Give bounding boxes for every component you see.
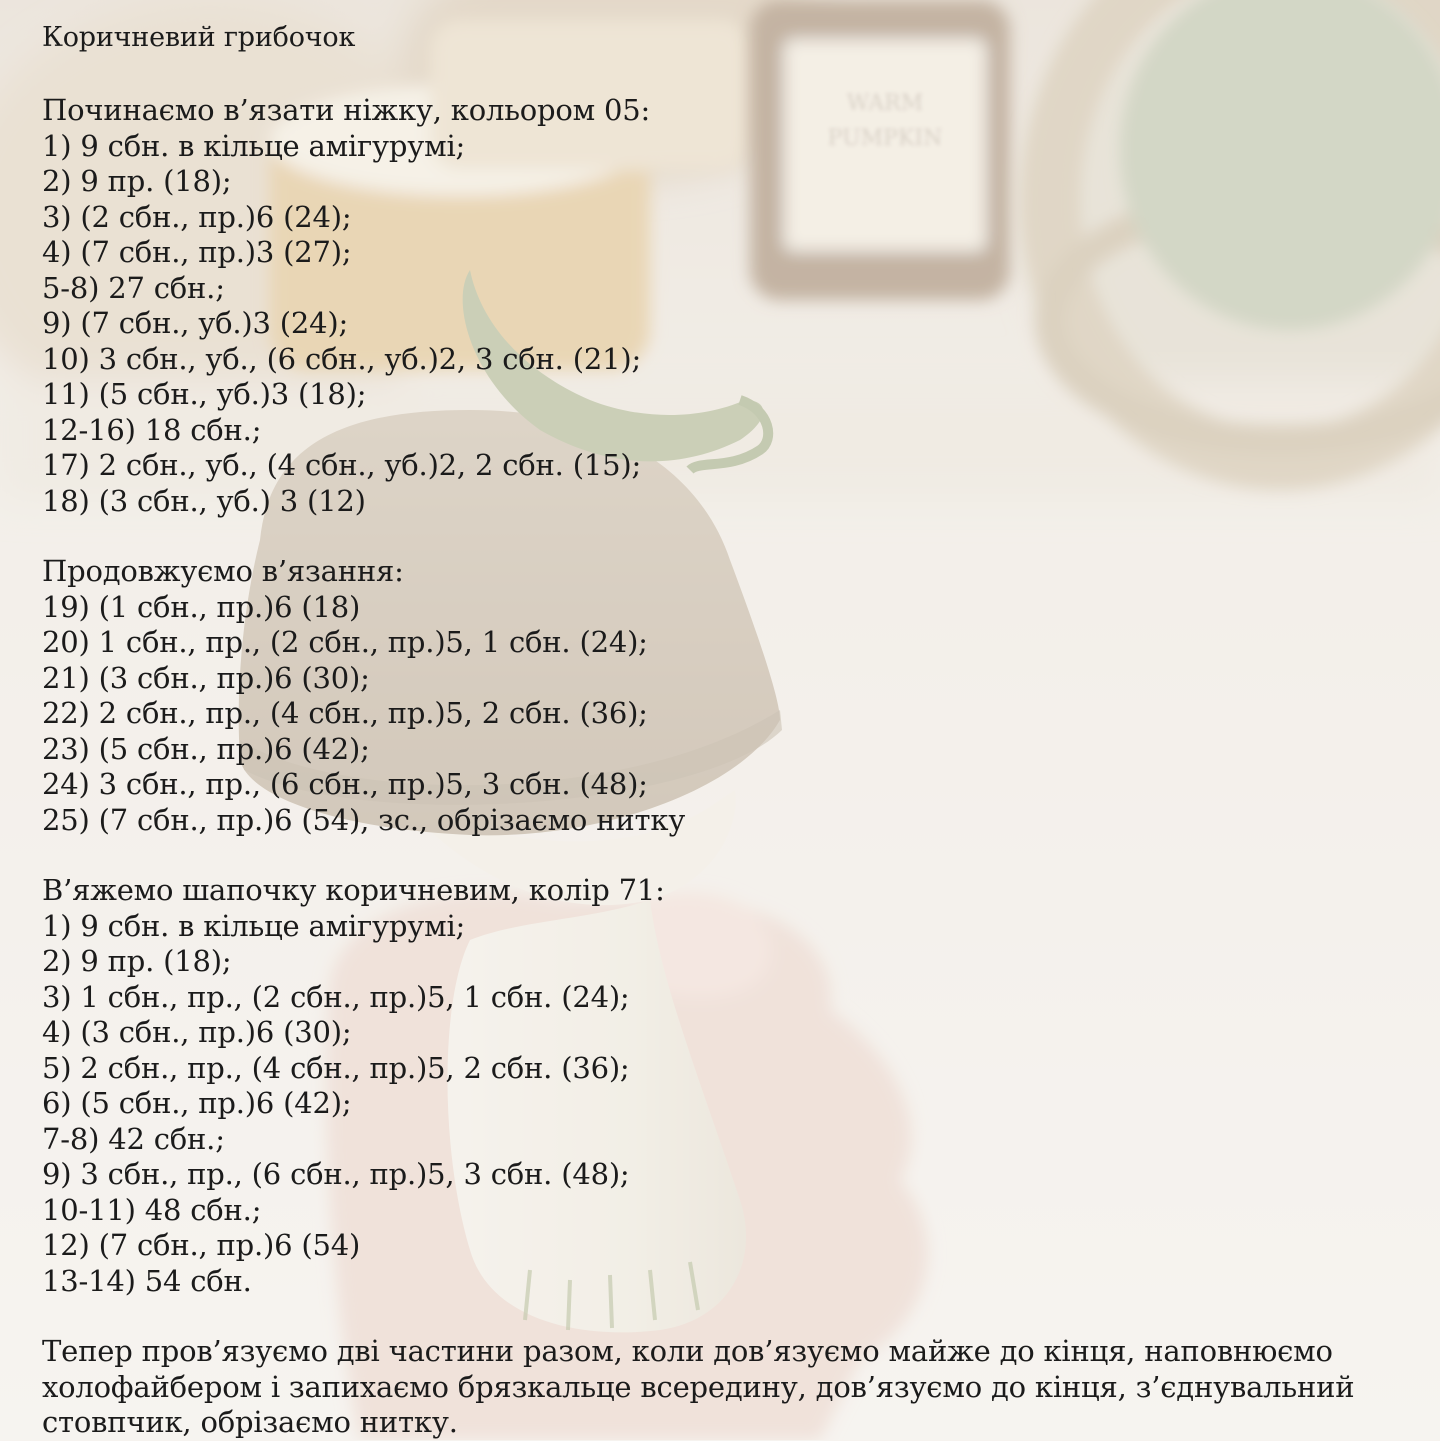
pattern-row: 2) 9 пр. (18); (42, 944, 232, 978)
pattern-row: 2) 9 пр. (18); (42, 164, 232, 198)
pattern-row: 4) (7 сбн., пр.)3 (27); (42, 235, 352, 269)
pattern-row: 3) 1 сбн., пр., (2 сбн., пр.)5, 1 сбн. (24); (42, 979, 630, 1014)
pattern-row: 17) 2 сбн., уб., (4 сбн., уб.)2, 2 сбн. (15); (42, 448, 642, 482)
pattern-row: 5) 2 сбн., пр., (4 сбн., пр.)5, 2 сбн. (36); (42, 1050, 630, 1085)
pattern-row: 20) 1 сбн., пр., (2 сбн., пр.)5, 1 сбн. (24); (42, 625, 648, 659)
pattern-row: 12) (7 сбн., пр.)6 (54) (42, 1228, 361, 1262)
pattern-row: 9) (7 сбн., уб.)3 (24); (42, 306, 349, 340)
pattern-row: 3) (2 сбн., пр.)6 (24); (42, 199, 352, 234)
closing-line: холофайбером і запихаємо брязкальце всередину, дов’язуємо до кінця, з’єднувальний (42, 1369, 1355, 1404)
pattern-row: 1) 9 сбн. в кільце амігурумі; (42, 128, 466, 163)
pattern-row: 22) 2 сбн., пр., (4 сбн., пр.)5, 2 сбн. (36); (42, 696, 648, 730)
pattern-row: 18) (3 сбн., уб.) 3 (12) (42, 483, 366, 518)
pattern-row: 5-8) 27 сбн.; (42, 270, 225, 305)
section-cap (42, 873, 1412, 1299)
section-stem (42, 93, 1412, 519)
pattern-row: 1) 9 сбн. в кільце амігурумі; (42, 908, 466, 943)
section-heading: Продовжуємо в’язання: (42, 554, 404, 588)
document-title: Коричневий грибочок (42, 22, 356, 53)
pattern-row: 12-16) 18 сбн.; (42, 412, 262, 447)
pattern-row: 9) 3 сбн., пр., (6 сбн., пр.)5, 3 сбн. (48); (42, 1157, 630, 1191)
section-continue (42, 554, 1412, 838)
pattern-row: 21) (3 сбн., пр.)6 (30); (42, 660, 370, 695)
pattern-row: 25) (7 сбн., пр.)6 (54), зс., обрізаємо нитку (42, 802, 686, 837)
section-heading: Починаємо в’язати ніжку, кольором 05: (42, 93, 651, 127)
pattern-row: 23) (5 сбн., пр.)6 (42); (42, 731, 370, 766)
pattern-row: 6) (5 сбн., пр.)6 (42); (42, 1086, 352, 1120)
pattern-row: 13-14) 54 сбн. (42, 1263, 252, 1298)
pattern-row: 10-11) 48 сбн.; (42, 1192, 262, 1227)
section-heading: В’яжемо шапочку коричневим, колір 71: (42, 873, 665, 907)
pattern-row: 7-8) 42 сбн.; (42, 1121, 225, 1156)
pattern-document (42, 18, 1412, 1441)
closing-paragraph (42, 1334, 1412, 1441)
pattern-row: 11) (5 сбн., уб.)3 (18); (42, 377, 367, 411)
pattern-row: 24) 3 сбн., пр., (6 сбн., пр.)5, 3 сбн. (48); (42, 767, 648, 801)
pattern-row: 4) (3 сбн., пр.)6 (30); (42, 1015, 352, 1049)
pattern-row: 19) (1 сбн., пр.)6 (18) (42, 589, 361, 624)
pattern-row: 10) 3 сбн., уб., (6 сбн., уб.)2, 3 сбн. (21); (42, 341, 642, 376)
closing-line: Тепер пров’язуємо дві частини разом, коли дов’язуємо майже до кінця, наповнюємо (42, 1334, 1333, 1368)
closing-line: стовпчик, обрізаємо нитку. (42, 1405, 458, 1439)
